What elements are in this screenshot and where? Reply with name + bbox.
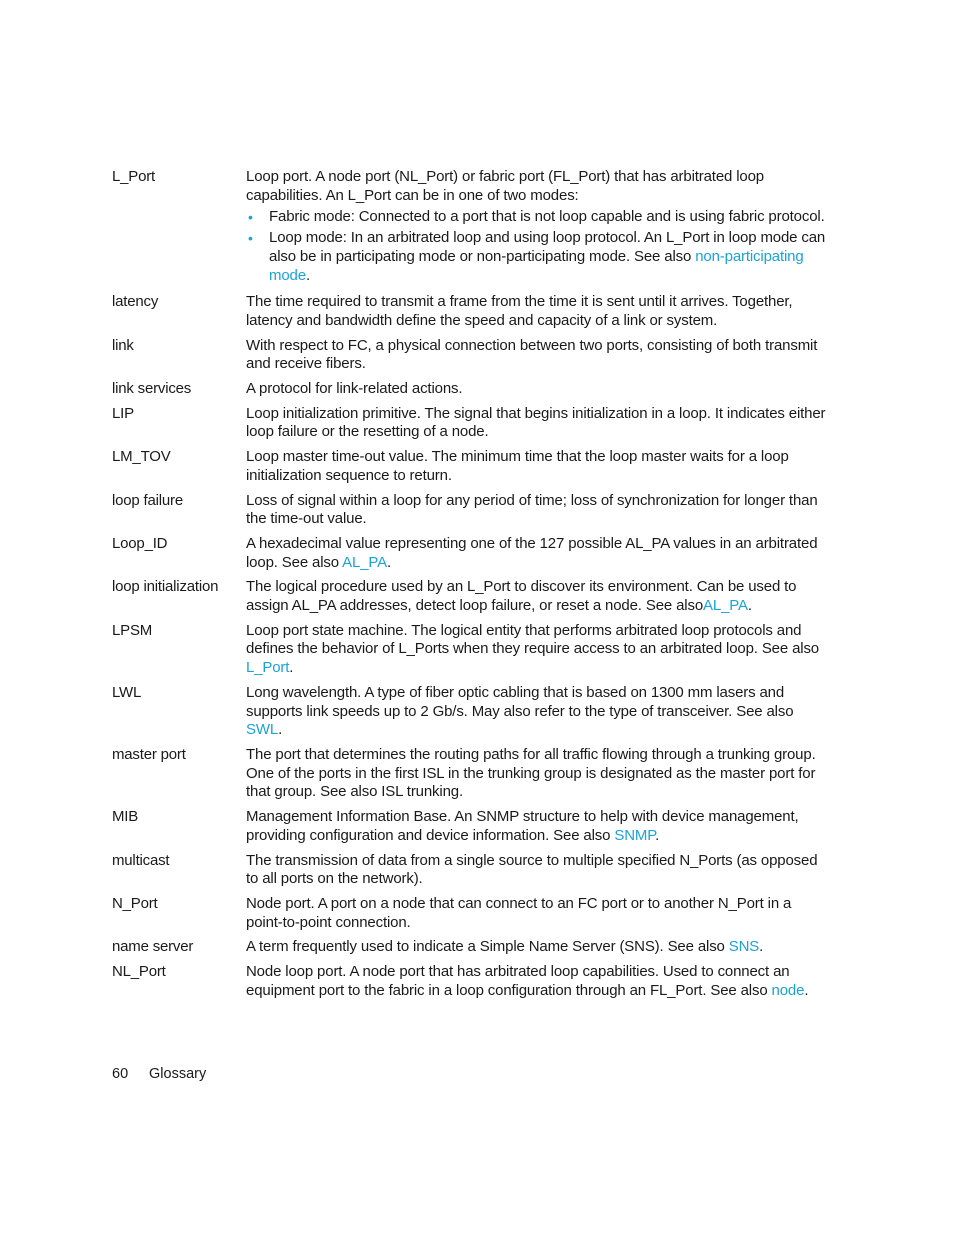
glossary-entry — [112, 578, 832, 615]
glossary-definition — [246, 963, 828, 1000]
definition-suffix: . — [759, 938, 764, 956]
bullet-suffix: . — [305, 266, 310, 284]
glossary-definition — [246, 684, 828, 740]
page-number: 60 — [112, 1066, 129, 1082]
definition-text: Loop port. A node port (NL_Port) or fabric port (FL_Port) that has arbitrated loop capabilities. An L_Port can be in one of two modes: — [246, 168, 764, 204]
glossary-term: MIB — [112, 808, 139, 826]
glossary-definition — [246, 808, 828, 845]
link-al-pa[interactable]: AL_PA — [703, 597, 748, 615]
link-snmp[interactable]: SNMP — [614, 826, 656, 844]
glossary-term: multicast — [112, 851, 170, 869]
definition-text: A hexadecimal value representing one of the 127 possible AL_PA values in an arbitrated loop. See also — [246, 534, 818, 571]
list-item — [246, 229, 828, 285]
definition-suffix: . — [278, 721, 283, 739]
glossary-definition — [246, 168, 828, 287]
glossary-entry — [112, 895, 832, 932]
glossary-definition: The port that determines the routing paths for all traffic flowing through a trunking group. One of the ports in the first ISL in the trunking group is designated as the master port for that group. See also ISL trunking. — [246, 745, 816, 801]
glossary-term: N_Port — [112, 894, 158, 912]
glossary-entry — [112, 808, 832, 845]
glossary-entry — [112, 492, 832, 529]
link-non-participating-mode[interactable]: non-participating mode — [269, 247, 804, 284]
glossary-definition: The time required to transmit a frame from the time it is sent until it arrives. Together, latency and bandwidth define the speed and capacity of a link or system. — [246, 293, 793, 329]
glossary-definition: Loss of signal within a loop for any period of time; loss of synchronization for longer than the time-out value. — [246, 491, 818, 528]
definition-text: Management Information Base. An SNMP structure to help with device management, providing configuration and device information. See also — [246, 808, 799, 844]
glossary-entry — [112, 448, 832, 485]
glossary-entry — [112, 293, 832, 330]
glossary-term: link services — [112, 380, 192, 398]
glossary-definition: With respect to FC, a physical connection between two ports, consisting of both transmit and receive fibers. — [246, 336, 818, 373]
bullet-text: Loop mode: In an arbitrated loop and using loop protocol. An L_Port in loop mode can also be in participating mode or non-participating mode. See also — [269, 229, 826, 265]
glossary-term: loop initialization — [112, 578, 219, 596]
glossary-term: LIP — [112, 404, 134, 422]
link-swl[interactable]: SWL — [246, 721, 279, 739]
definition-text: The logical procedure used by an L_Port to discover its environment. Can be used to assign AL_PA addresses, detect loop failure, or reset a node. See also — [246, 578, 797, 615]
glossary-term: LWL — [112, 683, 142, 701]
mode-list — [246, 208, 828, 285]
glossary-entry — [112, 852, 832, 889]
definition-suffix: . — [387, 553, 392, 571]
glossary-term: LPSM — [112, 621, 153, 639]
definition-suffix: . — [655, 826, 660, 844]
glossary-list — [112, 168, 832, 1006]
definition-suffix: . — [804, 981, 809, 999]
definition-text: Loop port state machine. The logical entity that performs arbitrated loop protocols and defines the behavior of L_Ports when they require access to an arbitrated loop. See also — [246, 621, 819, 658]
link-l-port[interactable]: L_Port — [246, 659, 290, 677]
footer-section: Glossary — [149, 1066, 207, 1082]
glossary-term: master port — [112, 745, 186, 763]
glossary-entry — [112, 963, 832, 1000]
link-node[interactable]: node — [771, 981, 805, 999]
glossary-entry — [112, 684, 832, 740]
glossary-term: NL_Port — [112, 963, 166, 981]
glossary-term: L_Port — [112, 168, 155, 185]
glossary-term: latency — [112, 293, 159, 311]
glossary-term: Loop_ID — [112, 534, 168, 552]
definition-suffix: . — [747, 597, 752, 615]
glossary-entry — [112, 622, 832, 678]
glossary-entry — [112, 535, 832, 572]
glossary-definition — [246, 622, 828, 678]
glossary-term: LM_TOV — [112, 448, 171, 466]
glossary-entry — [112, 938, 832, 957]
glossary-entry — [112, 337, 832, 374]
glossary-definition: A protocol for link-related actions. — [246, 380, 463, 398]
definition-text: Long wavelength. A type of fiber optic cabling that is based on 1300 mm lasers and supports link speeds up to 2 Gb/s. May also refer to the type of transceiver. See also — [246, 683, 794, 720]
definition-suffix: . — [289, 659, 294, 677]
link-sns[interactable]: SNS — [728, 938, 760, 956]
definition-text: Node loop port. A node port that has arbitrated loop capabilities. Used to connect an equipment port to the fabric in a loop configuration through an FL_Port. See also — [246, 963, 790, 999]
glossary-definition: The transmission of data from a single source to multiple specified N_Ports (as opposed to all ports on the network). — [246, 851, 818, 888]
glossary-definition — [246, 535, 828, 572]
glossary-entry — [112, 168, 832, 287]
glossary-definition — [246, 938, 828, 957]
glossary-definition: Loop initialization primitive. The signal that begins initialization in a loop. It indicates either loop failure or the resetting of a node. — [246, 404, 826, 441]
glossary-term: loop failure — [112, 491, 183, 509]
glossary-definition: Node port. A port on a node that can connect to an FC port or to another N_Port in a point-to-point connection. — [246, 894, 792, 931]
page-footer — [112, 1066, 206, 1082]
glossary-entry — [112, 380, 832, 399]
glossary-term: name server — [112, 938, 194, 956]
glossary-definition — [246, 578, 828, 615]
list-item — [246, 208, 828, 227]
glossary-term: link — [112, 336, 134, 354]
bullet-text: Fabric mode: Connected to a port that is not loop capable and is using fabric protocol. — [269, 208, 825, 226]
glossary-definition: Loop master time-out value. The minimum time that the loop master waits for a loop initialization sequence to return. — [246, 448, 789, 484]
glossary-entry — [112, 746, 832, 802]
bullet-icon: • — [248, 209, 253, 226]
definition-text: A term frequently used to indicate a Simple Name Server (SNS). See also — [246, 938, 729, 956]
link-al-pa[interactable]: AL_PA — [342, 553, 388, 571]
glossary-entry — [112, 405, 832, 442]
bullet-icon: • — [248, 230, 253, 247]
